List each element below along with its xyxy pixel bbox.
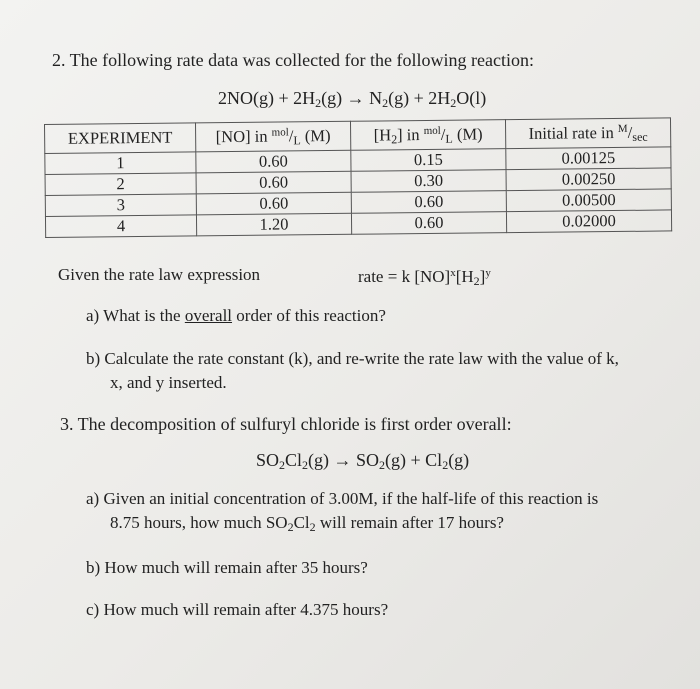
experiment-number: 2	[45, 173, 196, 196]
experiment-number: 1	[45, 152, 196, 175]
given-rate-law-label: Given the rate law expression	[58, 265, 261, 284]
h2-concentration: 0.60	[351, 191, 506, 214]
question-2-equation: $2NO(g) + 2H_2(g) \to N_2(g) + 2H_2O(l)$	[218, 88, 487, 110]
h2-concentration: 0.30	[351, 170, 506, 193]
question-3a-line1: a) Given an initial concentration of 3.00M, if the half-life of this reaction is	[86, 489, 599, 508]
initial-rate: 0.00500	[506, 189, 671, 212]
header-initial-rate: Initial rate in $^M/_{sec}$	[505, 118, 670, 149]
no-concentration: 0.60	[196, 171, 351, 194]
question-2b-line2: x, and y inserted.	[110, 373, 227, 392]
rate-law-expression: rate = k $[NO]^x[H_2]^y$	[358, 267, 491, 288]
rate-data-table	[44, 117, 672, 238]
no-concentration: 1.20	[196, 213, 351, 236]
h2-concentration: 0.15	[351, 149, 506, 172]
header-no-concentration: [NO] in $^{mol}/_L$ (M)	[195, 121, 350, 152]
experiment-number: 4	[45, 215, 196, 238]
question-3-equation: $SO_2Cl_2(g) \to SO_2(g) + Cl_2(g)$	[256, 450, 470, 472]
no-concentration: 0.60	[196, 150, 351, 173]
question-3a-line2: 8.75 hours, how much $SO_2Cl_2$ will remain after 17 hours?	[110, 513, 504, 534]
initial-rate: 0.00250	[506, 168, 671, 191]
header-h2-concentration: $[H_2]$ in $^{mol}/_L$ (M)	[350, 120, 505, 151]
question-3-heading: 3. The decomposition of sulfuryl chloride is first order overall:	[60, 414, 512, 434]
question-2-heading: 2. The following rate data was collected for the following reaction:	[52, 50, 535, 70]
question-3b: b) How much will remain after 35 hours?	[86, 558, 368, 577]
no-concentration: 0.60	[196, 192, 351, 215]
question-2a: a) What is the overall order of this reaction?	[86, 306, 386, 325]
header-experiment: EXPERIMENT	[45, 123, 196, 154]
experiment-number: 3	[45, 194, 196, 217]
overall-emphasis: overall	[184, 306, 233, 325]
question-3c: c) How much will remain after 4.375 hours?	[86, 600, 389, 619]
initial-rate: 0.00125	[506, 147, 671, 170]
initial-rate: 0.02000	[506, 210, 671, 233]
h2-concentration: 0.60	[351, 212, 506, 235]
question-2b-line1: b) Calculate the rate constant (k), and re-write the rate law with the value of k,	[86, 349, 619, 368]
